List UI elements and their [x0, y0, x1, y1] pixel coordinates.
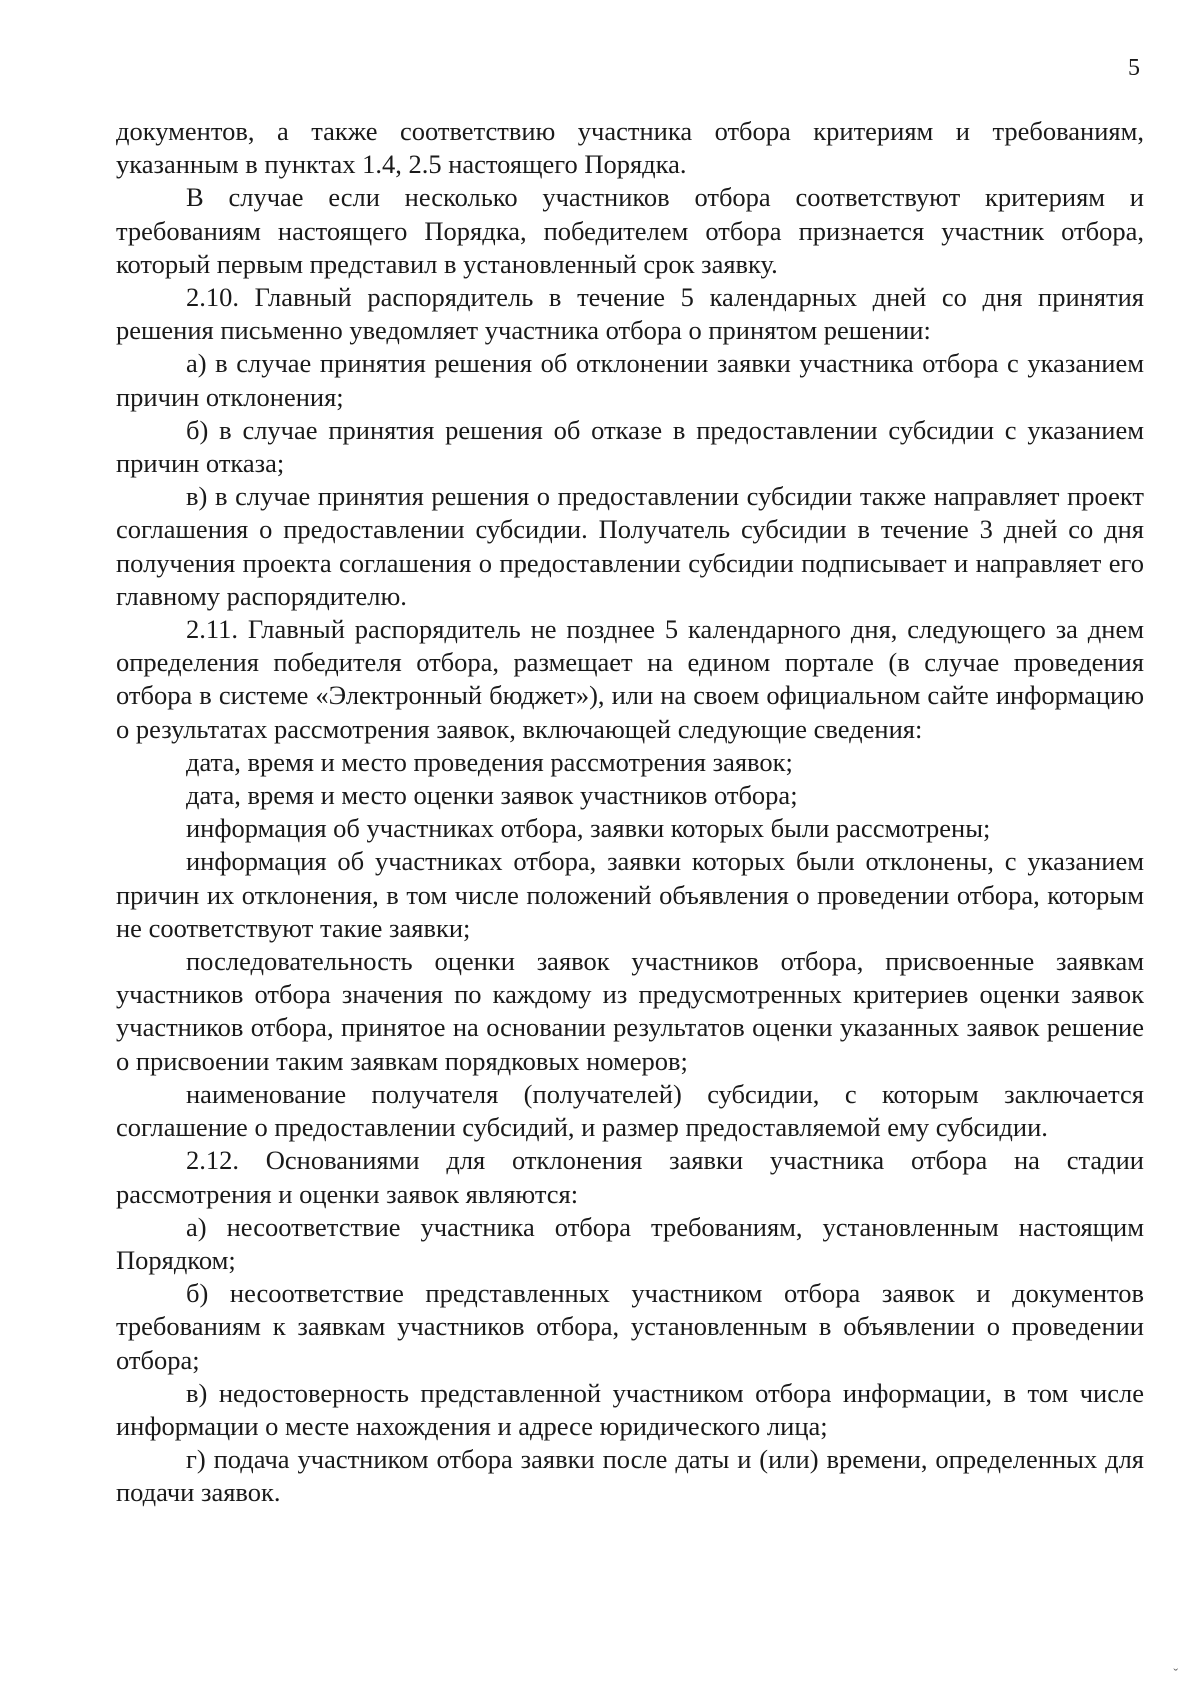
document-body [116, 115, 1144, 1510]
list-item-2-11-evaluation-sequence: последовательность оценки заявок участников отбора, присвоенные заявкам участников отбора значения по каждому из предусмотренных критериев оценки заявок участников отбора, принятое на основании результатов оценки указанных заявок решение о присвоении таким заявкам порядковых номеров; [116, 946, 1144, 1076]
list-item-2-10-b: б) в случае принятия решения об отказе в предоставлении субсидии с указанием причин отказа; [116, 414, 1144, 479]
list-item-2-12-v: в) недостоверность представленной участником отбора информации, в том числе информации о месте нахождения и адресе юридического лица; [116, 1377, 1144, 1441]
list-item-2-10-v: в) в случае принятия решения о предоставлении субсидии также направляет проект соглашения о предоставлении субсидии. Получатель субсидии в течение 3 дней со дня получения проекта соглашения о предоставлении субсидии подписывает и направляет его главному распорядителю. [116, 481, 1144, 611]
paragraph-continuation: документов, а также соответствию участника отбора критериям и требованиям, указанным в пунктах 1.4, 2.5 настоящего Порядка. [116, 116, 1144, 180]
list-item-2-12-b: б) несоответствие представленных участником отбора заявок и документов требованиям к заявкам участников отбора, установленным в объявлении о проведении отбора; [116, 1278, 1144, 1375]
list-item-2-11-recipient: наименование получателя (получателей) субсидии, с которым заключается соглашение о предоставлении субсидий, и размер предоставляемой ему субсидии. [116, 1078, 1144, 1143]
list-item-2-11-reviewed: информация об участниках отбора, заявки которых были рассмотрены; [186, 813, 991, 844]
paragraph-2-10: 2.10. Главный распорядитель в течение 5 календарных дней со дня принятия решения письменно уведомляет участника отбора о принятом решении: [116, 282, 1144, 346]
scan-artifact-mark: ˇ [1173, 1667, 1178, 1682]
list-item-2-12-g: г) подача участником отбора заявки после даты и (или) времени, определенных для подачи заявок. [116, 1444, 1144, 1508]
list-item-2-12-a: а) несоответствие участника отбора требованиям, установленным настоящим Порядком; [116, 1211, 1144, 1275]
list-item-2-11-review-date: дата, время и место проведения рассмотрения заявок; [186, 746, 793, 777]
list-item-2-11-evaluation-date: дата, время и место оценки заявок участников отбора; [186, 780, 798, 811]
list-item-2-11-rejected: информация об участниках отбора, заявки которых были отклонены, с указанием причин их отклонения, в том числе положений объявления о проведении отбора, которым не соответствуют такие заявки; [116, 846, 1144, 943]
list-item-2-10-a: а) в случае принятия решения об отклонении заявки участника отбора с указанием причин отклонения; [116, 348, 1144, 412]
page-number: 5 [1128, 55, 1140, 81]
paragraph-2-12: 2.12. Основаниями для отклонения заявки участника отбора на стадии рассмотрения и оценки заявок являются: [116, 1145, 1144, 1209]
paragraph-2-11: 2.11. Главный распорядитель не позднее 5 календарного дня, следующего за днем определения победителя отбора, размещает на едином портале (в случае проведения отбора в системе «Электронный бюджет»), или на своем официальном сайте информацию о результатах рассмотрения заявок, включающей следующие сведения: [116, 614, 1144, 744]
paragraph-multiple-participants: В случае если несколько участников отбора соответствуют критериям и требованиям настоящего Порядка, победителем отбора признается участник отбора, который первым представил в установленный срок заявку. [116, 182, 1144, 279]
